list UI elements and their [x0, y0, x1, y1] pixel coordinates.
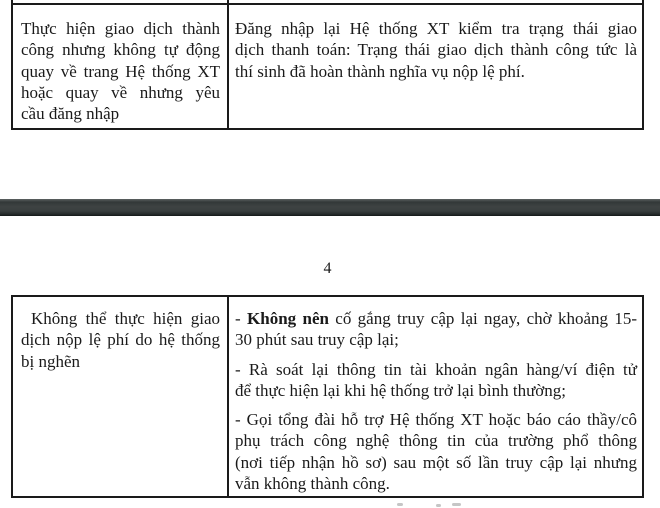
solution-line: để thực hiện lại khi hệ thống trở lại bình thường; [235, 380, 567, 400]
troubleshooting-table-page4 [11, 295, 644, 498]
solution-line: dịch thanh toán: Trạng thái giao dịch thành công tức là [235, 40, 637, 60]
page-number: 4 [323, 260, 332, 277]
solution-line: - Gọi tổng đài hỗ trợ Hệ thống XT hoặc báo cáo thầy/cô [235, 410, 637, 430]
troubleshooting-table-page3 [11, 3, 644, 130]
solution-line: 30 phút sau truy cập lại; [235, 330, 399, 350]
solution-cell [229, 297, 642, 496]
issue-line: hoặc quay về nhưng yêu [21, 82, 220, 102]
solution-line: vẫn không thành công. [235, 474, 390, 494]
solution-line [235, 308, 637, 329]
issue-cell [13, 5, 229, 128]
solution-line: - Rà soát lại thông tin tài khoản ngân hàng/ví điện tử [235, 359, 637, 379]
issue-line: Thực hiện giao dịch thành [21, 19, 220, 38]
solution-cell [229, 5, 642, 128]
solution-line: Đăng nhập lại Hệ thống XT kiểm tra trạng thái giao [235, 19, 637, 38]
cutoff-text-fragment [452, 503, 461, 506]
issue-line: quay về trang Hệ thống XT [21, 61, 220, 81]
issue-cell [13, 297, 229, 496]
page-break-bar [0, 199, 660, 216]
emphasis-text: Không nên [247, 309, 329, 328]
solution-bullet [235, 308, 637, 351]
solution-line: thí sinh đã hoàn thành nghĩa vụ nộp lệ phí. [235, 61, 525, 81]
issue-line: Không thể thực hiện giao [31, 309, 220, 328]
issue-line: bị nghẽn [21, 351, 81, 371]
issue-line: dịch nộp lệ phí do hệ thống [21, 330, 220, 350]
issue-line: cầu đăng nhập [21, 104, 120, 124]
solution-line: phụ trách công nghệ thông tin của trường phổ thông [235, 431, 637, 451]
solution-text: cố gắng truy cập lại ngay, chờ khoảng 15- [328, 309, 637, 328]
cutoff-text-fragment [436, 504, 441, 507]
solution-bullet [235, 359, 637, 402]
solution-line: (nơi tiếp nhận hồ sơ) sau một số lần truy cập lại nhưng [235, 452, 637, 472]
issue-line: công nhưng không tự động [21, 40, 220, 60]
bullet-dash: - [235, 309, 248, 328]
cutoff-text-fragment [397, 503, 403, 506]
solution-bullet [235, 409, 637, 494]
